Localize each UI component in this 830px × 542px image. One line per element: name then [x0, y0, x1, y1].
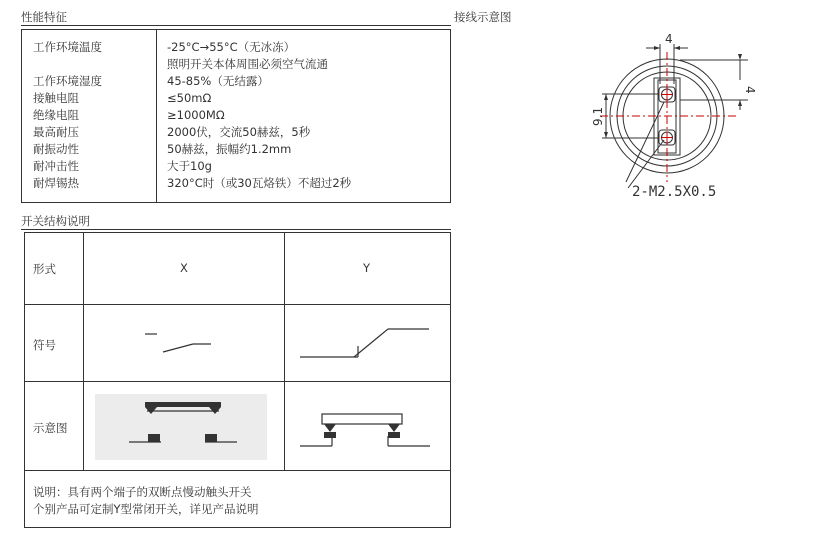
performance-labels	[33, 39, 102, 192]
note-line-1: 说明：具有两个端子的双断点慢动触头开关	[33, 485, 252, 499]
spec-label-vibration: 耐振动性	[33, 142, 79, 156]
spec-value-vibration: 50赫兹，振幅约1.2mm	[167, 142, 292, 156]
spec-value-solder-heat: 320°C时（或30瓦烙铁）不超过2秒	[167, 176, 352, 190]
structure-note	[33, 484, 259, 518]
spec-label-voltage: 最高耐压	[33, 125, 79, 139]
symbol-x	[145, 330, 215, 360]
spec-value-humidity: 45-85%（无结露）	[167, 74, 269, 88]
diagram-x	[95, 394, 267, 460]
spec-value-contact-resistance: ≤50mΩ	[167, 91, 212, 105]
wiring-diagram	[588, 32, 748, 202]
spec-label-solder-heat: 耐焊锡热	[33, 176, 79, 190]
performance-values	[167, 39, 351, 192]
col-y-header: Y	[363, 261, 371, 275]
diagram-y	[298, 410, 433, 455]
row-form-label: 形式	[33, 262, 56, 276]
structure-row-divider-3	[24, 470, 451, 471]
performance-title-rule	[21, 25, 451, 26]
performance-divider	[156, 29, 157, 203]
spec-label-humidity: 工作环境湿度	[33, 74, 102, 88]
screw-spec-label: 2-M2.5X0.5	[632, 184, 717, 200]
spec-label-shock: 耐冲击性	[33, 159, 79, 173]
structure-title-rule	[21, 229, 451, 230]
dim-left-label: 9.1	[591, 106, 605, 126]
row-diagram-label: 示意图	[33, 421, 68, 435]
wiring-title: 接线示意图	[454, 10, 512, 24]
spec-value-shock: 大于10g	[167, 159, 212, 173]
note-line-2: 个别产品可定制Y型常闭开关，详见产品说明	[33, 502, 259, 516]
symbol-y	[298, 326, 433, 361]
structure-col-divider-2	[284, 232, 285, 470]
performance-title: 性能特征	[21, 10, 67, 24]
spec-value-voltage: 2000伏，交流50赫兹，5秒	[167, 125, 311, 139]
structure-col-divider-1	[83, 232, 84, 470]
spec-label-insulation: 绝缘电阻	[33, 108, 79, 122]
row-symbol-label: 符号	[33, 338, 56, 352]
structure-row-divider-1	[24, 304, 451, 305]
structure-title: 开关结构说明	[21, 214, 90, 228]
spec-value-temperature: -25°C→55°C（无冰冻）	[167, 40, 296, 54]
spec-label-temperature: 工作环境温度	[33, 40, 102, 54]
col-x-header: X	[180, 261, 188, 275]
structure-row-divider-2	[24, 381, 451, 382]
spec-value-ventilation: 照明开关本体周围必须空气流通	[167, 57, 328, 71]
dim-top-label: 4	[665, 32, 673, 46]
dim-right-label: 4	[743, 86, 757, 94]
spec-label-blank	[33, 56, 102, 73]
spec-value-insulation: ≥1000MΩ	[167, 108, 225, 122]
spec-label-contact-resistance: 接触电阻	[33, 91, 79, 105]
